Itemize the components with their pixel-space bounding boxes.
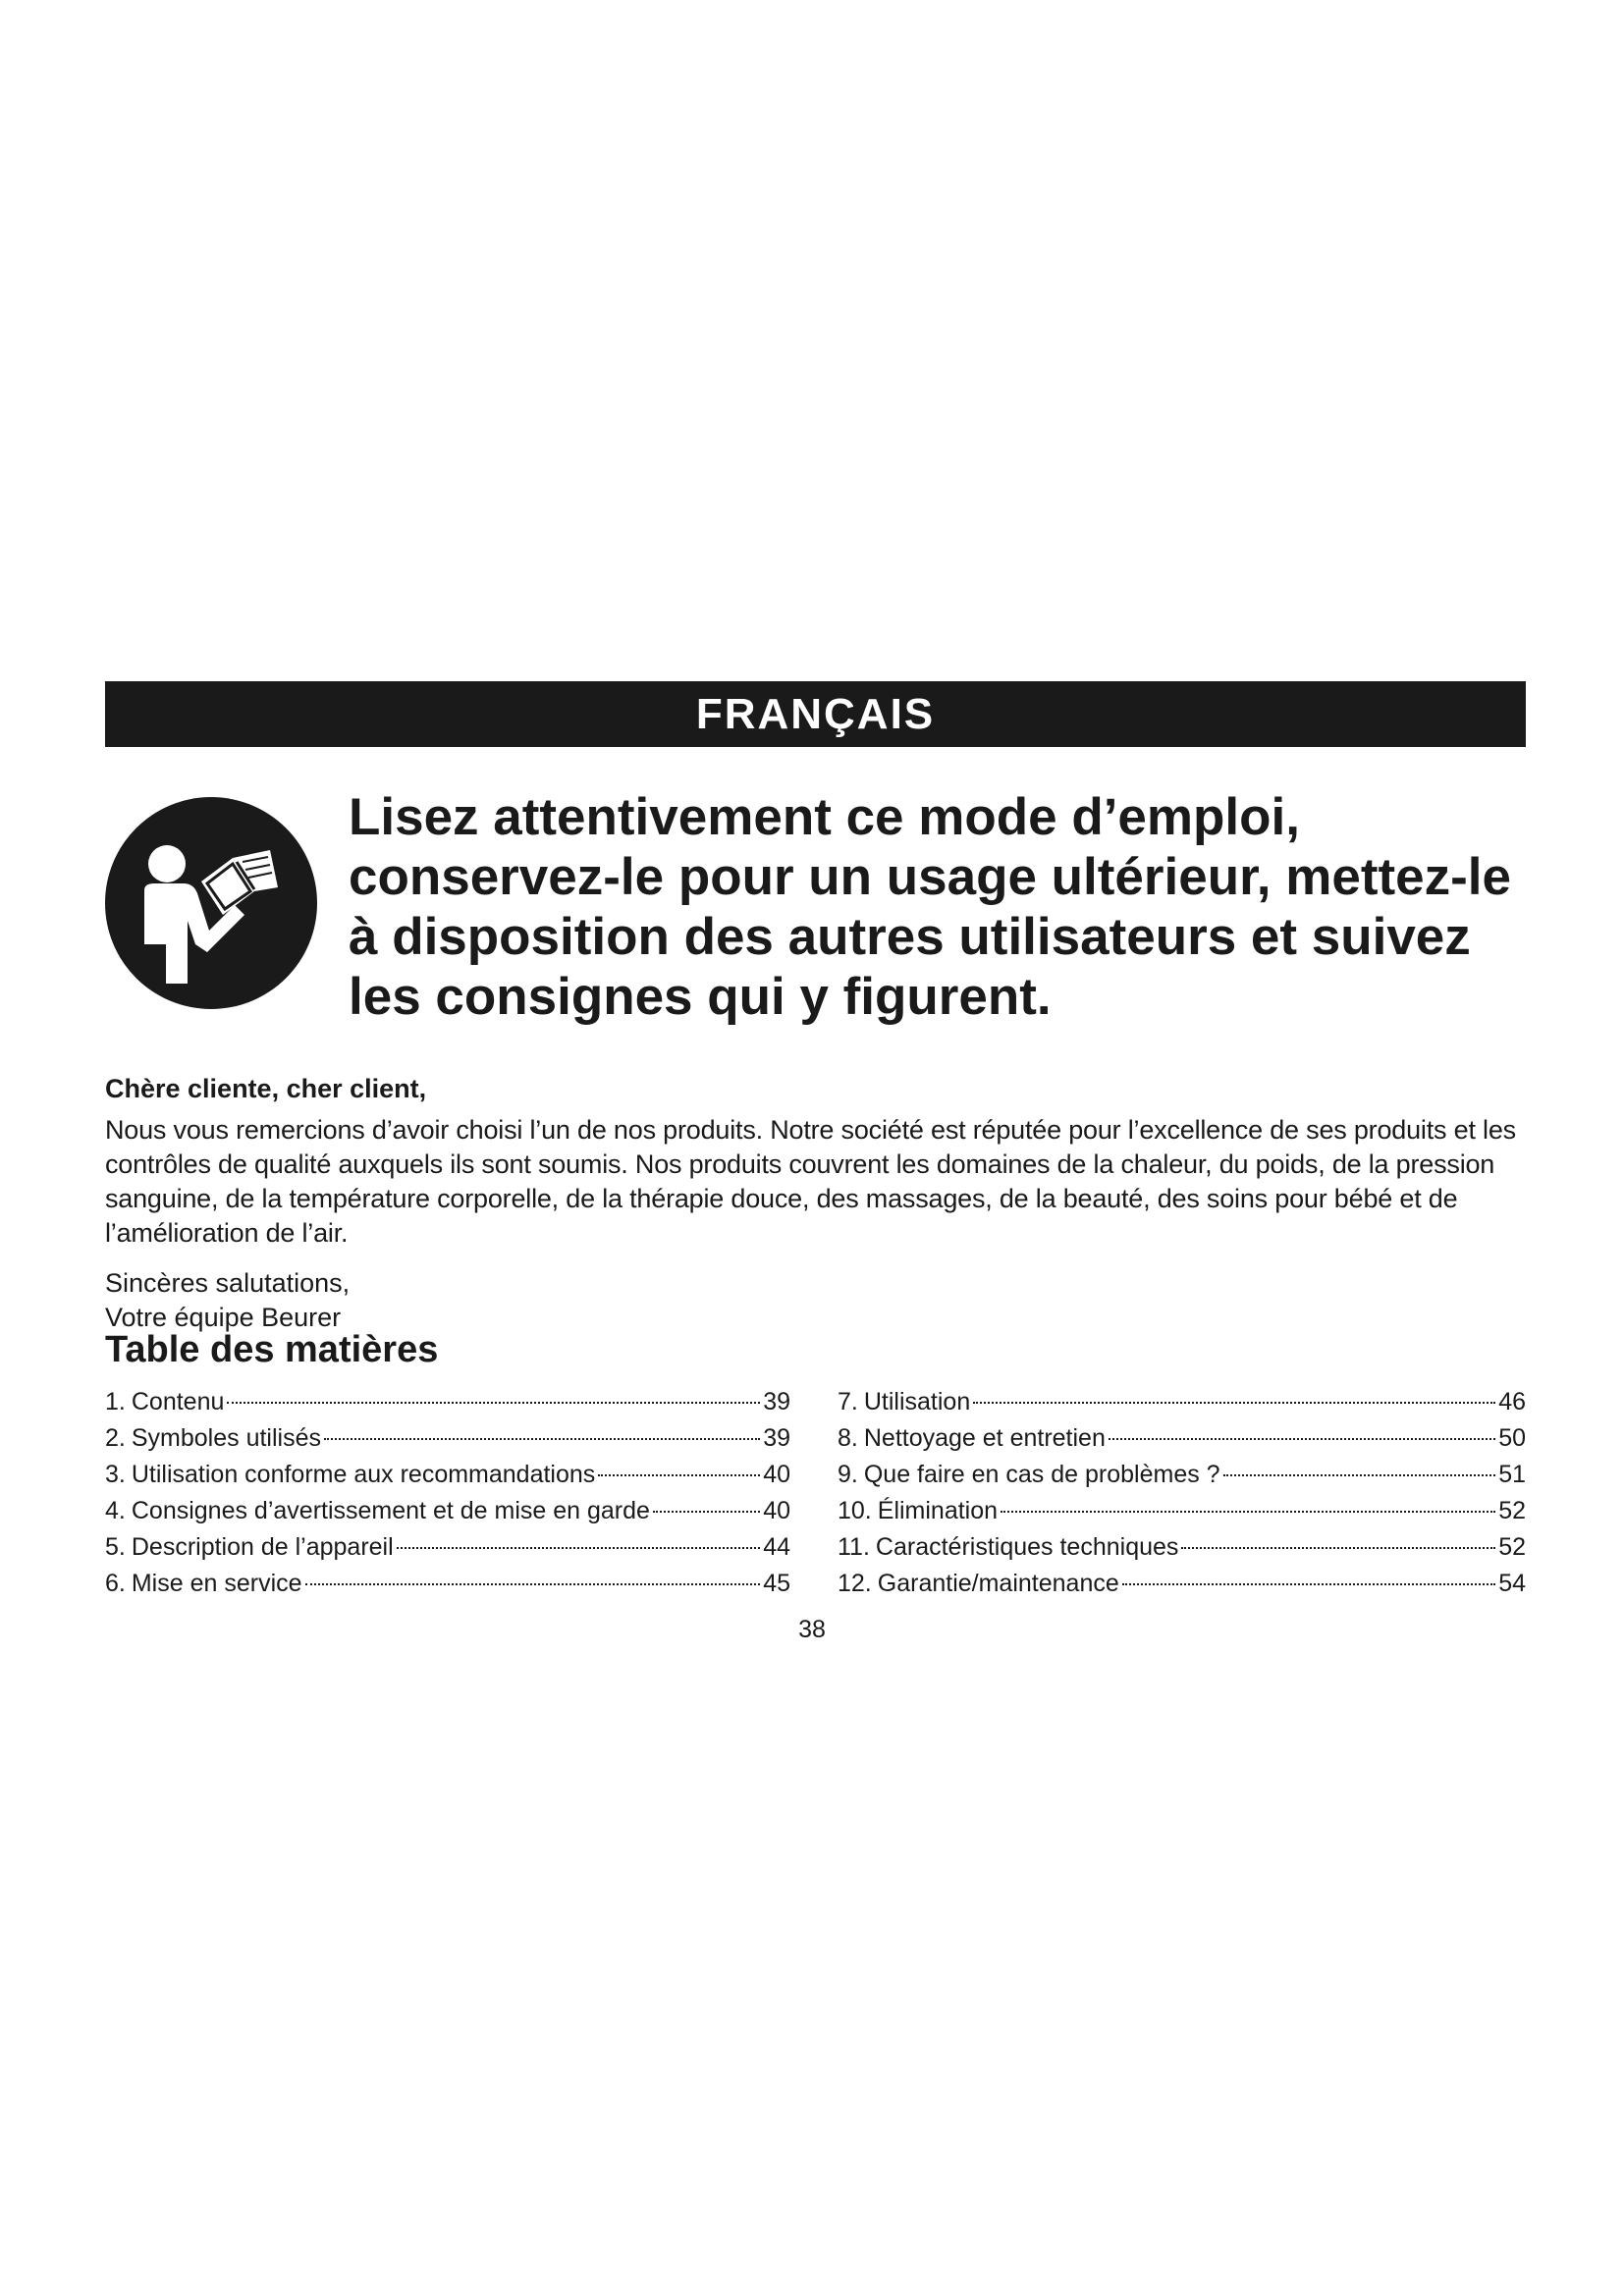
toc-item-page: 52 (1498, 1497, 1526, 1524)
toc-item (838, 1388, 1526, 1424)
page-number: 38 (798, 1616, 826, 1643)
toc-item-label: Mise en service (131, 1570, 302, 1597)
toc-item-number: 8. (838, 1424, 858, 1452)
toc-item-page: 40 (763, 1461, 790, 1488)
toc-item-number: 4. (105, 1497, 126, 1524)
toc-leader (305, 1583, 761, 1585)
toc-item-label: Utilisation (863, 1388, 971, 1415)
toc-item-label: Que faire en cas de problèmes ? (863, 1461, 1220, 1488)
toc-title: Table des matières (105, 1329, 439, 1370)
toc-item-number: 12. (838, 1570, 872, 1597)
toc-item (105, 1424, 790, 1461)
toc-item-page: 40 (763, 1497, 790, 1524)
toc-item-number: 6. (105, 1570, 126, 1597)
toc-leader (1001, 1511, 1495, 1513)
toc-item-number: 5. (105, 1533, 126, 1561)
greeting: Chère cliente, cher client, (105, 1074, 427, 1103)
toc-item (105, 1570, 790, 1606)
toc-item-number: 3. (105, 1461, 126, 1488)
toc-leader (1181, 1547, 1495, 1549)
toc-item-label: Utilisation conforme aux recommandations (131, 1461, 596, 1488)
read-manual-icon (105, 797, 317, 1009)
toc-leader (653, 1511, 760, 1513)
toc-item (838, 1424, 1526, 1461)
toc-item-label: Consignes d’avertissement et de mise en garde (131, 1497, 650, 1524)
toc-item (838, 1533, 1526, 1570)
signoff-line-1: Sincères salutations, (105, 1268, 351, 1298)
toc-item (838, 1570, 1526, 1606)
toc-item-number: 7. (838, 1388, 858, 1415)
toc-item (105, 1461, 790, 1497)
toc-leader (1109, 1438, 1495, 1440)
language-header: FRANÇAIS (105, 681, 1526, 747)
toc-item-page: 39 (763, 1424, 790, 1452)
toc-item (105, 1388, 790, 1424)
toc-item (838, 1497, 1526, 1533)
toc-item-number: 11. (838, 1533, 870, 1561)
toc-item-label: Caractéristiques techniques (875, 1533, 1179, 1561)
toc-item (105, 1497, 790, 1533)
toc-leader (397, 1547, 761, 1549)
toc-item-page: 44 (763, 1533, 790, 1561)
toc-item-number: 9. (838, 1461, 858, 1488)
toc-item-page: 54 (1498, 1570, 1526, 1597)
toc-leader (598, 1474, 760, 1476)
signoff-line-2: Votre équipe Beurer (105, 1303, 342, 1332)
toc-item-label: Garantie/maintenance (877, 1570, 1119, 1597)
main-heading: Lisez attentivement ce mode d’emploi, conservez-le pour un usage ultérieur, mettez-le à disposition des autres utilisateurs et suivez les consignes qui y figurent. (349, 788, 1511, 1026)
toc-item-label: Élimination (877, 1497, 999, 1524)
toc-item-label: Contenu (131, 1388, 225, 1415)
toc-leader (1223, 1474, 1496, 1476)
toc-item-label: Nettoyage et entretien (863, 1424, 1106, 1452)
toc-item-number: 2. (105, 1424, 126, 1452)
signoff (105, 1266, 350, 1335)
toc-item (105, 1533, 790, 1570)
toc-column-right (838, 1388, 1526, 1606)
toc-item-label: Description de l’appareil (131, 1533, 394, 1561)
toc-leader (973, 1402, 1495, 1404)
toc-item-label: Symboles utilisés (131, 1424, 321, 1452)
toc-item (838, 1461, 1526, 1497)
toc-leader (324, 1438, 760, 1440)
toc-item-page: 51 (1498, 1461, 1526, 1488)
intro-paragraph: Nous vous remercions d’avoir choisi l’un de nos produits. Notre société est réputée pour l’excellence de ses produits et les contrôles de qualité auxquels ils sont soumis. Nos produits couvrent les domaines de la chaleur, du poids, de la pression sanguine, de la température corporelle, de la thérapie douce, des massages, de la beauté, des soins pour bébé et de l’amélioration de l’air. (105, 1115, 1516, 1248)
toc-item-page: 52 (1498, 1533, 1526, 1561)
toc-item-number: 10. (838, 1497, 872, 1524)
toc-leader (227, 1402, 760, 1404)
toc-item-page: 39 (763, 1388, 790, 1415)
toc-item-page: 50 (1498, 1424, 1526, 1452)
toc-item-page: 46 (1498, 1388, 1526, 1415)
toc-leader (1122, 1583, 1495, 1585)
toc-item-page: 45 (763, 1570, 790, 1597)
toc-column-left (105, 1388, 790, 1606)
toc-item-number: 1. (105, 1388, 126, 1415)
